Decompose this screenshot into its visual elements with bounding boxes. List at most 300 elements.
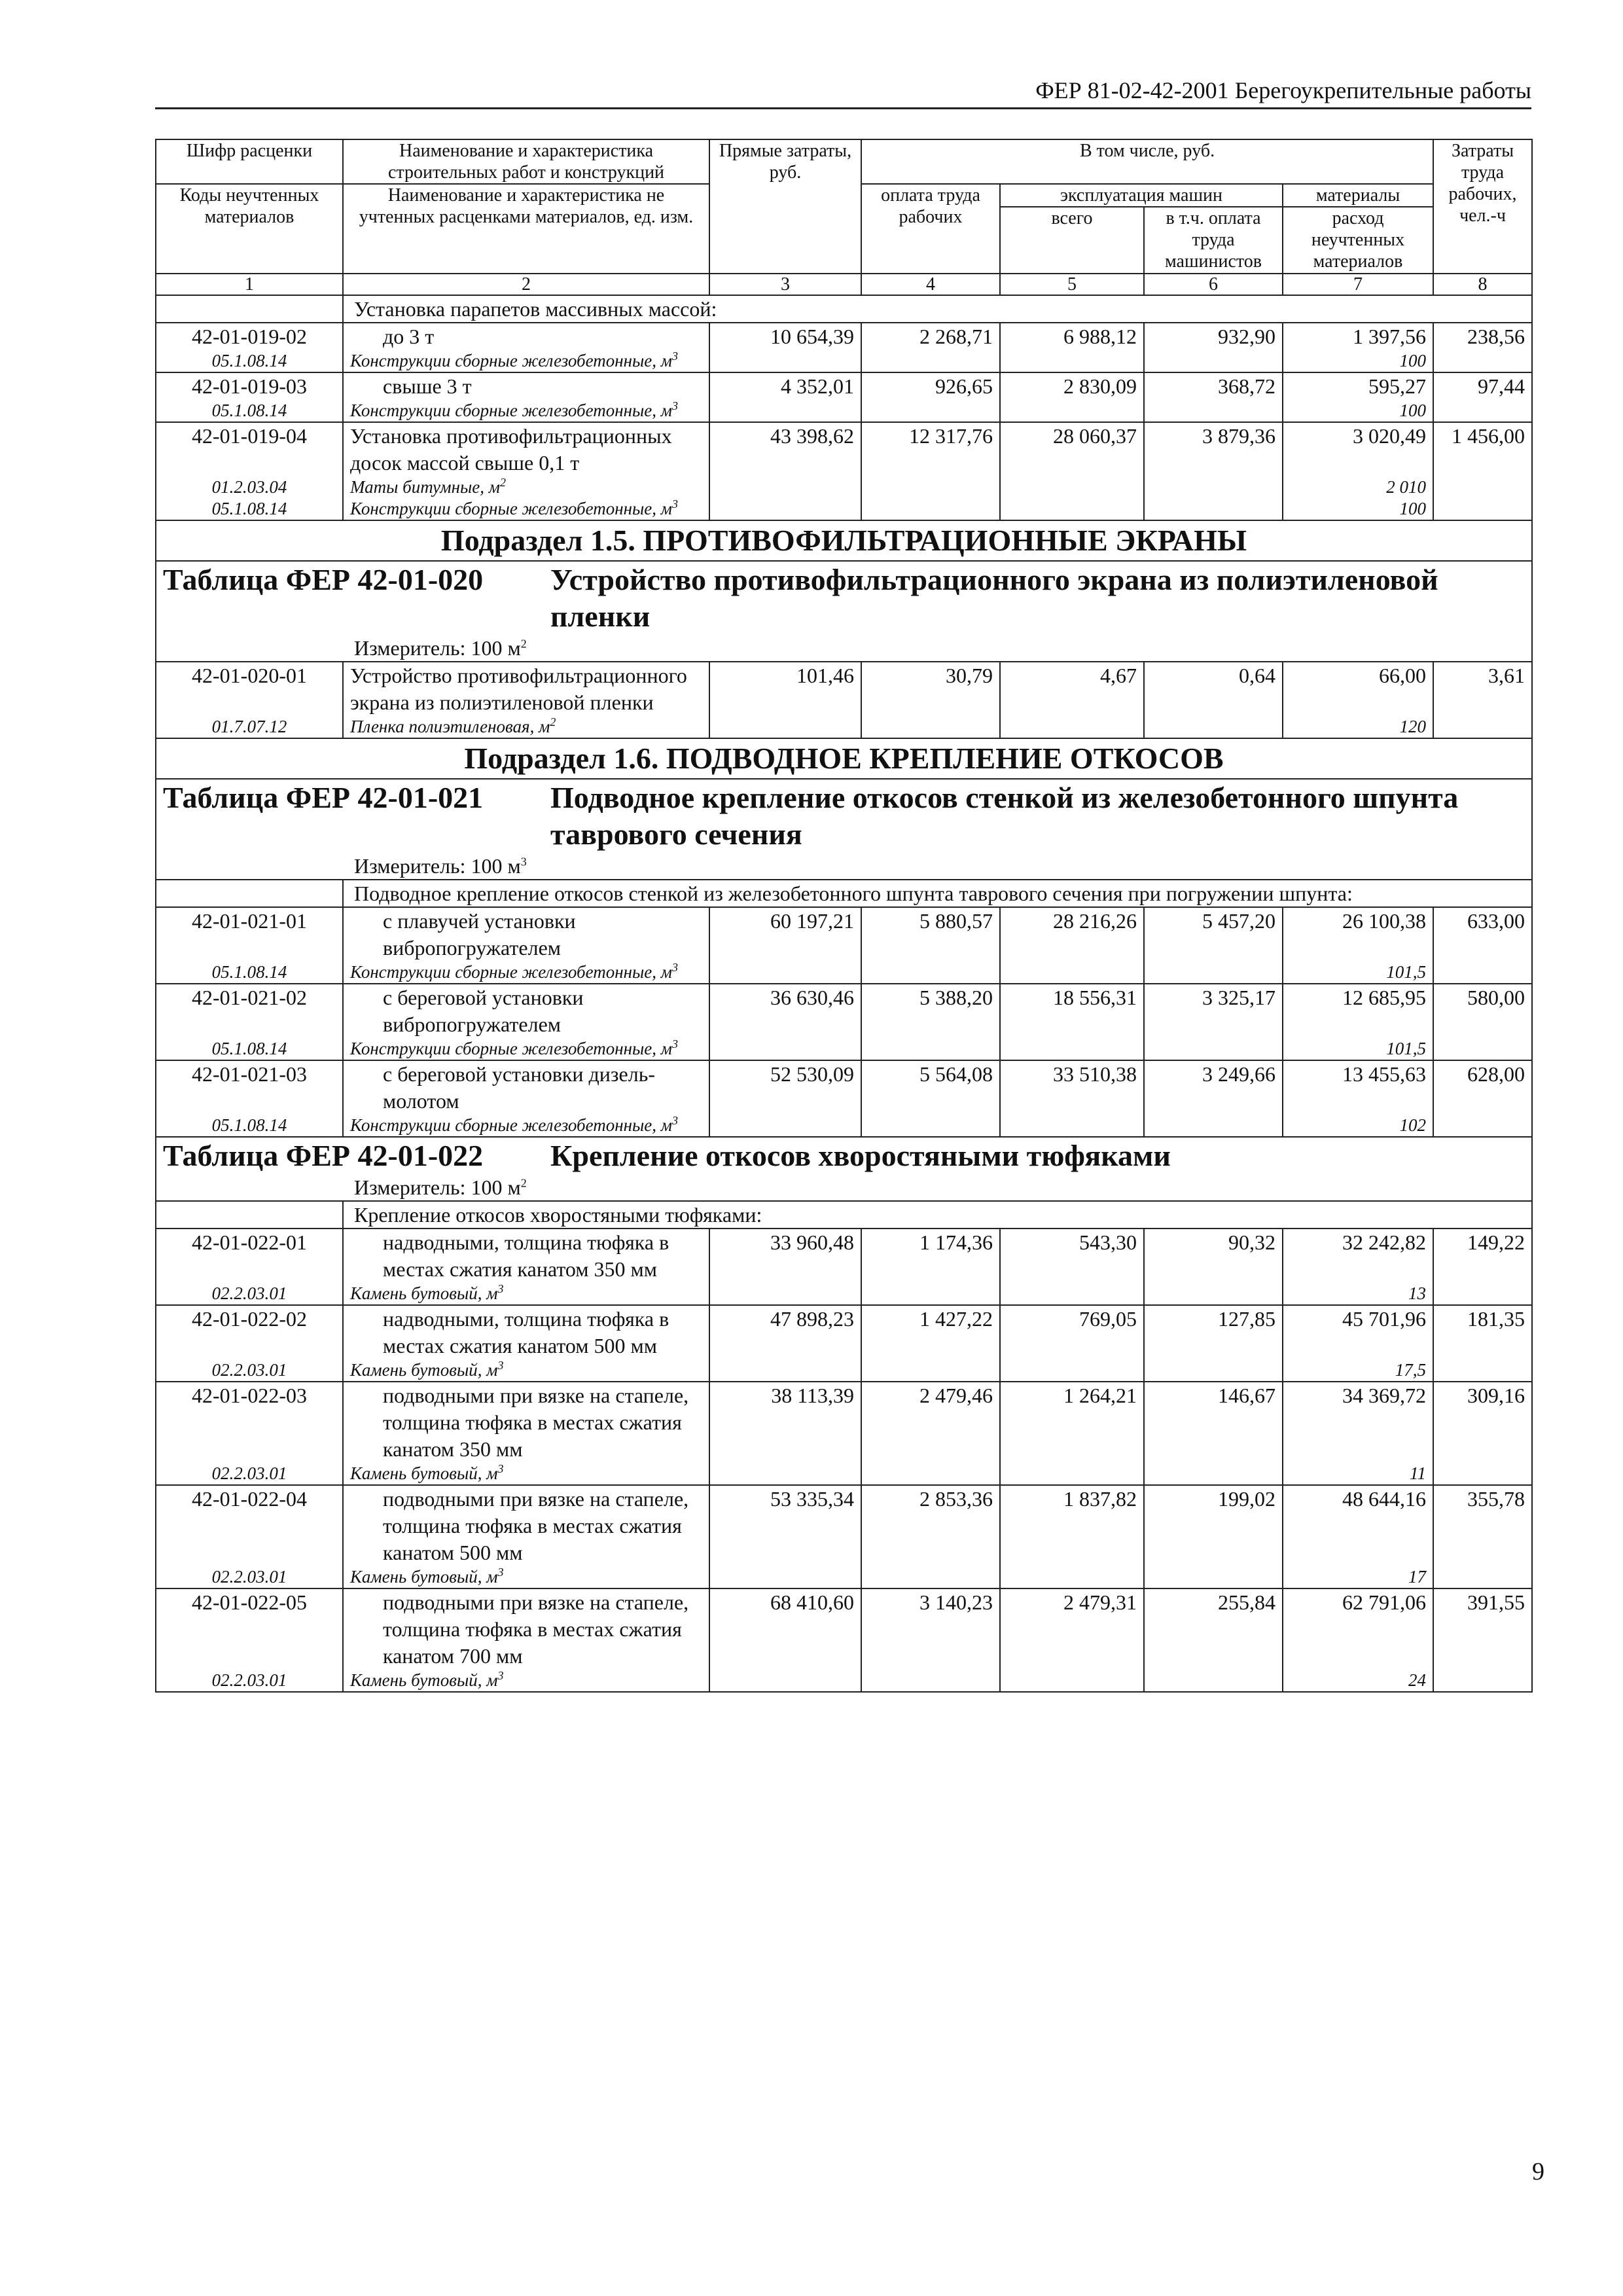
rate-code: 42-01-019-04 [192, 424, 307, 448]
col-code2: Коды неучтенных материалов [156, 184, 343, 274]
value-machinist: 3 879,36 [1202, 424, 1275, 448]
hours-cell [1433, 907, 1532, 984]
value-hours: 181,35 [1467, 1307, 1525, 1331]
rate-code: 42-01-021-03 [192, 1062, 307, 1086]
material-name [350, 1670, 702, 1691]
materials-cell [1283, 1305, 1433, 1382]
value-mat: 595,27 [1368, 374, 1427, 398]
rate-code: 42-01-019-03 [192, 374, 307, 398]
subsection-row [156, 738, 1532, 779]
value-machinist: 368,72 [1218, 374, 1275, 398]
materials-cell [1283, 1229, 1433, 1305]
value-hours: 97,44 [1478, 374, 1525, 398]
table-heading [156, 561, 1532, 662]
materials-cell [1283, 422, 1433, 520]
value-mat: 66,00 [1379, 664, 1427, 687]
material-name-text: Конструкции сборные железобетонные, м [350, 1115, 673, 1135]
material-code: 05.1.08.14 [211, 1115, 287, 1135]
code-cell [156, 907, 343, 984]
table-number: Таблица ФЕР 42-01-020 [163, 563, 484, 596]
material-unit-sup: 3 [672, 350, 679, 363]
value-cell [861, 1382, 1000, 1485]
name-cell [343, 323, 709, 372]
value-hours: 628,00 [1467, 1062, 1525, 1086]
table-row [156, 907, 1532, 984]
materials-cell [1283, 662, 1433, 738]
rate-name: подводными при вязке на стапеле, толщина тюфяка в местах сжатия канатом 500 мм [383, 1487, 689, 1564]
value-mach: 4,67 [1100, 664, 1137, 687]
col-num: 5 [1000, 274, 1144, 295]
value-cell [709, 984, 861, 1060]
col-direct: Прямые затраты, руб. [709, 139, 861, 274]
col-num: 2 [343, 274, 709, 295]
material-qty: 100 [1399, 499, 1427, 518]
material-name [350, 1038, 702, 1060]
value-hours: 391,55 [1467, 1590, 1525, 1614]
materials-cell [1283, 1060, 1433, 1137]
value-labor: 2 853,36 [919, 1487, 993, 1511]
material-qty: 120 [1399, 717, 1427, 736]
material-qty: 24 [1408, 1670, 1427, 1690]
table-row [156, 323, 1532, 372]
value-machinist: 932,90 [1218, 325, 1275, 348]
material-unit-sup: 2 [500, 476, 506, 489]
value-machinist: 3 325,17 [1202, 986, 1275, 1009]
value-cell [1000, 662, 1144, 738]
qty-spacer [1290, 1011, 1426, 1038]
value-cell [1000, 1382, 1144, 1485]
code-cell [156, 1588, 343, 1692]
value-cell [1144, 1229, 1283, 1305]
lead-text: Установка парапетов массивных массой: [343, 295, 1532, 323]
value-mat: 1 397,56 [1353, 325, 1427, 348]
meter-unit-sup: 2 [520, 1176, 527, 1190]
materials-cell [1283, 907, 1433, 984]
material-name-text: Маты битумные, м [350, 477, 500, 497]
material-name [350, 716, 702, 738]
code-spacer [163, 1256, 336, 1283]
value-cell [861, 662, 1000, 738]
hours-cell [1433, 323, 1532, 372]
subsection-title: Подраздел 1.6. ПОДВОДНОЕ КРЕПЛЕНИЕ ОТКОСОВ [156, 738, 1532, 779]
value-direct: 33 960,48 [770, 1230, 854, 1254]
name-cell [343, 1229, 709, 1305]
rate-code: 42-01-022-04 [192, 1487, 307, 1511]
code-spacer [163, 1333, 336, 1359]
col-num: 8 [1433, 274, 1532, 295]
value-mach: 2 479,31 [1063, 1590, 1137, 1614]
material-name-text: Конструкции сборные железобетонные, м [350, 962, 673, 982]
code-cell [156, 1485, 343, 1588]
material-qty: 2 010 [1386, 477, 1427, 497]
value-hours: 238,56 [1467, 325, 1525, 348]
table-row [156, 422, 1532, 520]
value-machinist: 199,02 [1218, 1487, 1275, 1511]
value-cell [1144, 984, 1283, 1060]
code-cell [156, 662, 343, 738]
rate-name: с береговой установки дизель-молотом [383, 1062, 655, 1113]
value-cell [709, 323, 861, 372]
value-direct: 60 197,21 [770, 909, 854, 933]
material-name-text: Конструкции сборные железобетонные, м [350, 351, 673, 370]
col-incl: В том числе, руб. [861, 139, 1433, 184]
table-row [156, 1305, 1532, 1382]
col-num: 4 [861, 274, 1000, 295]
table-heading-row [156, 561, 1532, 662]
rate-name: подводными при вязке на стапеле, толщина тюфяка в местах сжатия канатом 700 мм [383, 1590, 689, 1668]
materials-cell [1283, 1382, 1433, 1485]
value-cell [709, 1060, 861, 1137]
qty-spacer [1290, 1616, 1426, 1670]
lead-row [156, 295, 1532, 323]
value-direct: 47 898,23 [770, 1307, 854, 1331]
value-hours: 3,61 [1488, 664, 1525, 687]
rate-code: 42-01-020-01 [192, 664, 307, 687]
page-header: ФЕР 81-02-42-2001 Берегоукрепительные работы [155, 77, 1531, 109]
value-direct: 10 654,39 [770, 325, 854, 348]
value-mach: 33 510,38 [1053, 1062, 1137, 1086]
material-name-text: Камень бутовый, м [350, 1463, 498, 1483]
value-hours: 149,22 [1467, 1230, 1525, 1254]
hours-cell [1433, 1382, 1532, 1485]
table-meter [163, 635, 1525, 661]
col-labor-pay: оплата труда рабочих [861, 184, 1000, 274]
code-spacer [163, 1513, 336, 1566]
value-labor: 12 317,76 [909, 424, 993, 448]
material-unit-sup: 3 [497, 1566, 504, 1579]
value-cell [709, 662, 861, 738]
value-cell [1000, 907, 1144, 984]
lead-row [156, 880, 1532, 907]
value-labor: 2 479,46 [919, 1384, 993, 1407]
value-direct: 43 398,62 [770, 424, 854, 448]
material-unit-sup: 3 [672, 1037, 679, 1050]
hours-cell [1433, 1060, 1532, 1137]
value-machinist: 146,67 [1218, 1384, 1275, 1407]
code-spacer [163, 450, 336, 476]
value-cell [861, 984, 1000, 1060]
value-cell [1000, 1060, 1144, 1137]
value-labor: 2 268,71 [919, 325, 993, 348]
value-direct: 36 630,46 [770, 986, 854, 1009]
value-cell [861, 422, 1000, 520]
value-cell [1144, 662, 1283, 738]
rate-name: с плавучей установки вибропогружателем [383, 909, 576, 960]
name-cell [343, 1485, 709, 1588]
value-machinist: 5 457,20 [1202, 909, 1275, 933]
qty-spacer [1290, 935, 1426, 961]
material-qty: 102 [1399, 1115, 1427, 1135]
value-mat: 48 644,16 [1342, 1487, 1427, 1511]
value-cell [1000, 984, 1144, 1060]
material-name-text: Камень бутовый, м [350, 1360, 498, 1380]
value-cell [1000, 1485, 1144, 1588]
table-meter [163, 1174, 1525, 1200]
code-spacer [163, 1616, 336, 1670]
value-cell [1144, 1485, 1283, 1588]
value-cell [1144, 907, 1283, 984]
material-code: 02.2.03.01 [211, 1360, 287, 1380]
table-heading-row [156, 779, 1532, 880]
lead-text: Крепление откосов хворостяными тюфяками: [343, 1201, 1532, 1229]
value-cell [861, 1485, 1000, 1588]
materials-cell [1283, 984, 1433, 1060]
table-meter [163, 853, 1525, 879]
rate-name: подводными при вязке на стапеле, толщина тюфяка в местах сжатия канатом 350 мм [383, 1384, 689, 1461]
value-direct: 52 530,09 [770, 1062, 854, 1086]
material-name-text: Конструкции сборные железобетонные, м [350, 499, 673, 518]
hours-cell [1433, 984, 1532, 1060]
code-spacer [163, 689, 336, 716]
material-qty: 101,5 [1386, 962, 1427, 982]
price-table [155, 139, 1533, 1693]
meter-label: Измеритель: 100 м [354, 636, 521, 660]
meter-label: Измеритель: 100 м [354, 1175, 521, 1199]
name-cell [343, 1305, 709, 1382]
rate-code: 42-01-022-02 [192, 1307, 307, 1331]
value-mach: 769,05 [1079, 1307, 1137, 1331]
material-unit-sup: 3 [497, 1462, 504, 1475]
value-cell [861, 1305, 1000, 1382]
material-name [350, 1115, 702, 1136]
lead-row [156, 1201, 1532, 1229]
col-machines: эксплуатация машин [1000, 184, 1283, 207]
name-cell [343, 372, 709, 422]
qty-spacer [1290, 1088, 1426, 1115]
materials-cell [1283, 372, 1433, 422]
value-hours: 309,16 [1467, 1384, 1525, 1407]
material-unit-sup: 3 [497, 1282, 504, 1295]
material-name [350, 1463, 702, 1484]
rate-code: 42-01-022-01 [192, 1230, 307, 1254]
table-heading-row [156, 1137, 1532, 1201]
material-unit-sup: 3 [497, 1359, 504, 1372]
code-spacer [163, 1011, 336, 1038]
value-labor: 1 174,36 [919, 1230, 993, 1254]
qty-spacer [1290, 450, 1426, 476]
lead-code-cell [156, 295, 343, 323]
col-materials-use: расход неучтенных материалов [1283, 207, 1433, 274]
material-name-text: Пленка полиэтиленовая, м [350, 717, 550, 736]
material-code: 05.1.08.14 [211, 401, 287, 420]
rate-code: 42-01-022-05 [192, 1590, 307, 1614]
value-cell [861, 907, 1000, 984]
code-cell [156, 422, 343, 520]
value-cell [1000, 372, 1144, 422]
value-cell [709, 1305, 861, 1382]
value-cell [1144, 422, 1283, 520]
value-cell [709, 1382, 861, 1485]
material-unit-sup: 2 [550, 715, 556, 728]
name-cell [343, 907, 709, 984]
subsection-row [156, 520, 1532, 561]
col-materials: материалы [1283, 184, 1433, 207]
value-cell [709, 422, 861, 520]
table-row [156, 984, 1532, 1060]
col-num: 6 [1144, 274, 1283, 295]
value-labor: 1 427,22 [919, 1307, 993, 1331]
material-unit-sup: 3 [672, 1114, 679, 1127]
value-direct: 53 335,34 [770, 1487, 854, 1511]
value-cell [709, 1229, 861, 1305]
rate-code: 42-01-021-01 [192, 909, 307, 933]
code-cell [156, 323, 343, 372]
code-spacer [163, 935, 336, 961]
material-unit-sup: 3 [672, 497, 679, 511]
materials-cell [1283, 1485, 1433, 1588]
value-direct: 101,46 [796, 664, 854, 687]
material-code: 05.1.08.14 [211, 1039, 287, 1058]
table-row [156, 662, 1532, 738]
value-cell [1000, 323, 1144, 372]
material-name-text: Конструкции сборные железобетонные, м [350, 1039, 673, 1058]
value-mat: 34 369,72 [1342, 1384, 1427, 1407]
material-name-text: Конструкции сборные железобетонные, м [350, 401, 673, 420]
code-spacer [163, 1088, 336, 1115]
qty-spacer [1290, 1256, 1426, 1283]
col-code: Шифр расценки [156, 139, 343, 184]
material-name [350, 1566, 702, 1588]
name-cell [343, 1060, 709, 1137]
material-qty: 17 [1408, 1567, 1427, 1587]
value-cell [1144, 1588, 1283, 1692]
value-direct: 38 113,39 [771, 1384, 854, 1407]
rate-name: с береговой установки вибропогружателем [383, 986, 584, 1036]
rate-name: свыше 3 т [383, 374, 472, 398]
col-name2: Наименование и характеристика не учтенных расценками материалов, ед. изм. [343, 184, 709, 274]
hours-cell [1433, 1588, 1532, 1692]
name-cell [343, 1382, 709, 1485]
code-cell [156, 984, 343, 1060]
hours-cell [1433, 1229, 1532, 1305]
value-mat: 12 685,95 [1342, 986, 1427, 1009]
value-mach: 6 988,12 [1063, 325, 1137, 348]
table-number: Таблица ФЕР 42-01-022 [163, 1139, 484, 1172]
value-cell [709, 907, 861, 984]
value-mat: 13 455,63 [1342, 1062, 1427, 1086]
table-row [156, 372, 1532, 422]
table-body [156, 139, 1532, 1692]
material-name [350, 1359, 702, 1381]
material-name [350, 350, 702, 372]
value-cell [861, 372, 1000, 422]
table-title: Крепление откосов хворостяными тюфяками [550, 1139, 1171, 1172]
code-spacer [163, 1409, 336, 1463]
value-cell [1000, 422, 1144, 520]
value-mach: 28 216,26 [1053, 909, 1137, 933]
meter-unit-sup: 3 [520, 855, 527, 869]
value-mat: 62 791,06 [1342, 1590, 1427, 1614]
value-mach: 1 264,21 [1063, 1384, 1137, 1407]
col-labor-cost: Затраты труда рабочих, чел.-ч [1433, 139, 1532, 274]
material-code: 01.2.03.04 [211, 477, 287, 497]
col-num: 3 [709, 274, 861, 295]
meter-unit-sup: 2 [520, 637, 527, 651]
value-hours: 633,00 [1467, 909, 1525, 933]
value-mat: 26 100,38 [1342, 909, 1427, 933]
name-cell [343, 1588, 709, 1692]
value-hours: 1 456,00 [1452, 424, 1525, 448]
value-labor: 5 564,08 [919, 1062, 993, 1086]
value-cell [861, 323, 1000, 372]
header-row [156, 139, 1532, 184]
table-row [156, 1588, 1532, 1692]
value-labor: 5 880,57 [919, 909, 993, 933]
material-name-text: Камень бутовый, м [350, 1283, 498, 1303]
value-cell [709, 372, 861, 422]
value-cell [861, 1060, 1000, 1137]
value-labor: 5 388,20 [919, 986, 993, 1009]
table-row [156, 1382, 1532, 1485]
material-unit-sup: 3 [672, 961, 679, 974]
table-heading [156, 1137, 1532, 1201]
table-heading [156, 779, 1532, 880]
material-code: 02.2.03.01 [211, 1463, 287, 1483]
lead-code-cell [156, 880, 343, 907]
value-machinist: 90,32 [1228, 1230, 1275, 1254]
meter-label: Измеритель: 100 м [354, 854, 521, 878]
rate-code: 42-01-019-02 [192, 325, 307, 348]
value-direct: 68 410,60 [770, 1590, 854, 1614]
material-code: 05.1.08.14 [211, 962, 287, 982]
value-hours: 355,78 [1467, 1487, 1525, 1511]
code-cell [156, 1229, 343, 1305]
value-cell [709, 1588, 861, 1692]
material-qty: 11 [1410, 1463, 1427, 1483]
value-labor: 3 140,23 [919, 1590, 993, 1614]
value-machinist: 255,84 [1218, 1590, 1275, 1614]
material-qty: 100 [1399, 351, 1427, 370]
lead-code-cell [156, 1201, 343, 1229]
rate-name: Установка противофильтрационных досок массой свыше 0,1 т [350, 424, 672, 475]
column-numbers-row [156, 274, 1532, 295]
value-cell [1144, 323, 1283, 372]
code-cell [156, 1382, 343, 1485]
rate-name: надводными, толщина тюфяка в местах сжатия канатом 500 мм [383, 1307, 669, 1357]
materials-cell [1283, 323, 1433, 372]
hours-cell [1433, 1305, 1532, 1382]
name-cell [343, 422, 709, 520]
value-mat: 45 701,96 [1342, 1307, 1427, 1331]
material-name-text: Камень бутовый, м [350, 1567, 498, 1587]
hours-cell [1433, 422, 1532, 520]
material-code: 01.7.07.12 [211, 717, 287, 736]
col-machines-total: всего [1000, 207, 1144, 274]
table-row [156, 1229, 1532, 1305]
value-labor: 926,65 [935, 374, 993, 398]
qty-spacer [1290, 1409, 1426, 1463]
value-cell [1144, 1060, 1283, 1137]
name-cell [343, 662, 709, 738]
hours-cell [1433, 372, 1532, 422]
materials-cell [1283, 1588, 1433, 1692]
material-qty: 101,5 [1386, 1039, 1427, 1058]
material-unit-sup: 3 [672, 399, 679, 412]
code-cell [156, 372, 343, 422]
col-name: Наименование и характеристика строительных работ и конструкций [343, 139, 709, 184]
material-name [350, 476, 702, 498]
table-row [156, 1060, 1532, 1137]
material-code: 05.1.08.14 [211, 499, 287, 518]
material-code: 05.1.08.14 [211, 351, 287, 370]
code-cell [156, 1060, 343, 1137]
table-row [156, 1485, 1532, 1588]
material-qty: 17,5 [1395, 1360, 1427, 1380]
col-num: 7 [1283, 274, 1433, 295]
table-title: Подводное крепление откосов стенкой из железобетонного шпунта таврового сечения [550, 781, 1459, 851]
col-num: 1 [156, 274, 343, 295]
value-mat: 32 242,82 [1342, 1230, 1427, 1254]
